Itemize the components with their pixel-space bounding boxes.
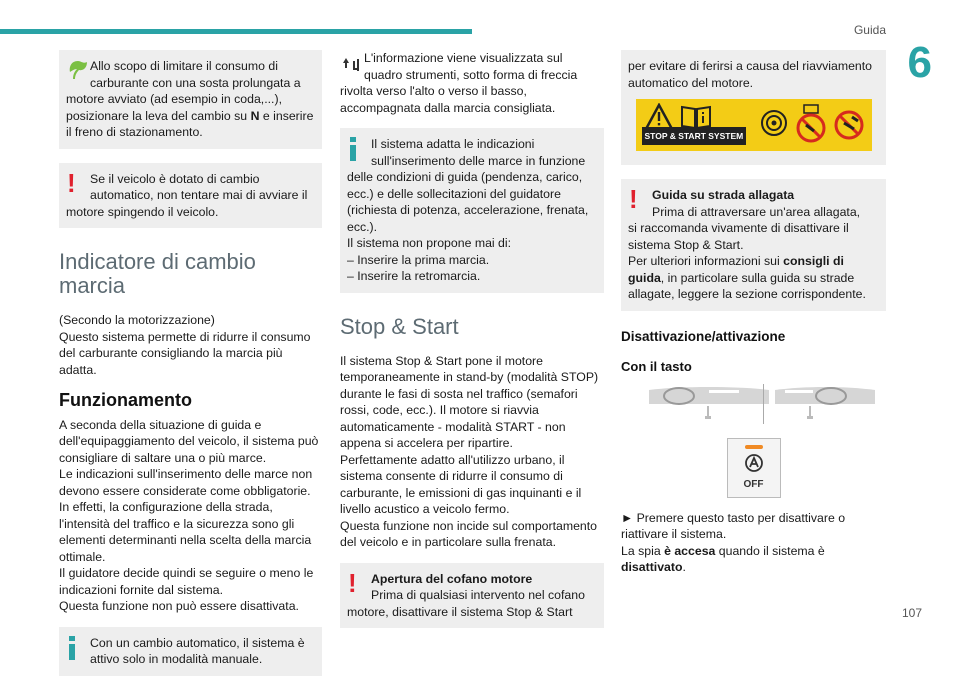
info-box-adaptive: Il sistema adatta le indicazioni sull'inserimento delle marce in funzione delle condizioni di guida (pendenza, carico, ecc.) e delle sollecitazioni del guidatore (richiesta di potenza, accelerazione, frenata, ecc.). Il sistema non propone mai di: – Inserire la prima marcia. – Inserire la retromarcia. <box>340 128 604 293</box>
stop-start-warning-label <box>636 99 872 151</box>
warning-exclamation-icon: ! <box>348 567 357 598</box>
eco-tip-line2: carburante con una sosta prolungata a <box>90 75 301 90</box>
eco-tip-box <box>59 50 322 149</box>
stop-start-off-button[interactable] <box>727 438 781 498</box>
subsection-title-funzionamento: Funzionamento <box>59 390 192 410</box>
instruction-text: ► Premere questo tasto per disattivare o riattivare il sistema. <box>621 510 846 541</box>
body-text: A seconda della situazione di guida e dell'equipaggiamento del veicolo, il sistema può consigliare di saltare una o più marce. Le indicazioni sull'inserimento delle marce non devono essere considerate come obbligatorie. In effetti, la configurazione della strada, l'intensità del traffico e la sicurezza sono gli elementi determinanti nella scelta della marcia ottimale. Il guidatore decide quindi se seguire o meno le indicazioni fornite dal sistema. Questa funzione non può essere disattivata. <box>59 417 319 613</box>
dashboard-location-figure <box>621 384 886 432</box>
subsection-title-deactivation: Disattivazione/attivazione <box>621 328 786 344</box>
info-icon <box>67 636 77 660</box>
running-header: Guida <box>853 23 886 37</box>
minor-title-button: Con il tasto <box>621 359 692 374</box>
stop-start-system-label: STOP & START SYSTEM <box>642 127 747 146</box>
warning-box-automatic: ! Se il veicolo è dotato di cambio automatico, non tentare mai di avviare il motore spingendo il veicolo. <box>59 163 322 229</box>
auto-a-icon <box>744 453 764 473</box>
header-accent-bar <box>0 29 472 34</box>
stop-start-body: Il sistema Stop & Start pone il motore temporaneamente in stand-by (modalità STOP) durante le fasi di sosta nel traffico (semafori rossi, code, ecc.). Il motore si riavvia automaticamente - modalità START - non appena si accelera per ripartire. Perfettamente adatto all'utilizzo urbano, il sistema consente di ridurre il consumo di carburante, le emissioni di gas inquinanti e il livello acustico a veicolo fermo. Questa funzione non incide sul comportamento del veicolo e in particolare sulla frenata. <box>340 353 599 549</box>
column-1 <box>59 50 322 690</box>
warning-exclamation-icon: ! <box>67 167 76 198</box>
intro-text: (Secondo la motorizzazione) Questo sistema permette di ridurre il consumo del carburante consigliando la marcia più adatta. <box>59 313 311 377</box>
section-title-gear-indicator: Indicatore di cambio marcia <box>59 249 256 298</box>
belt-reel-icon <box>760 103 788 143</box>
warning-exclamation-icon: ! <box>629 184 638 214</box>
eco-tip-line1: Allo scopo di limitare il consumo di <box>90 59 278 73</box>
right-hand-drive-dashboard-icon <box>775 384 875 428</box>
arrow-info-paragraph: L'informazione viene visualizzata sul quadro strumenti, sotto forma di freccia rivolta verso l'alto o verso il basso, accompagnata dalla marcia consigliata. <box>340 51 578 115</box>
info-icon <box>348 137 358 161</box>
no-hands-fan-icon <box>794 103 828 143</box>
continued-warning-box: per evitare di ferirsi a causa del riavviamento automatico del motore. STOP & START SYSTEM <box>621 50 886 165</box>
column-3 <box>621 50 886 576</box>
button-indicator-lamp <box>745 445 763 449</box>
dashboard-divider <box>763 384 764 424</box>
left-hand-drive-dashboard-icon <box>649 384 769 428</box>
info-box-automatic: Con un cambio automatico, il sistema è attivo solo in modalità manuale. <box>59 627 322 676</box>
leaf-eco-icon <box>67 59 89 85</box>
warning-box-bonnet: ! Apertura del cofano motore Prima di qualsiasi intervento nel cofano motore, disattivare il sistema Stop & Start <box>340 563 604 629</box>
warning-box-flooded-road: ! Guida su strada allagata Prima di attraversare un'area allagata, si raccomanda vivamente di disattivare il sistema Stop & Start. Per ulteriori informazioni sui consigli di guida, in particolare sulla guida su strade allagate, leggere la sezione corrispondente. <box>621 179 886 311</box>
eco-tip-rest: motore avviato (ad esempio in coda,...), posizionare la leva del cambio su N e inserire il freno di stazionamento. <box>66 92 314 139</box>
off-label: OFF <box>743 478 764 490</box>
lamp-status-text: La spia è accesa quando il sistema è disattivato. <box>621 543 825 574</box>
gear-shift-arrow-icon <box>342 56 364 78</box>
chapter-number: 6 <box>907 38 932 87</box>
section-title-stop-start: Stop & Start <box>340 313 459 339</box>
column-2 <box>340 50 604 642</box>
page-number: 107 <box>901 606 922 620</box>
no-touch-icon <box>832 103 866 143</box>
